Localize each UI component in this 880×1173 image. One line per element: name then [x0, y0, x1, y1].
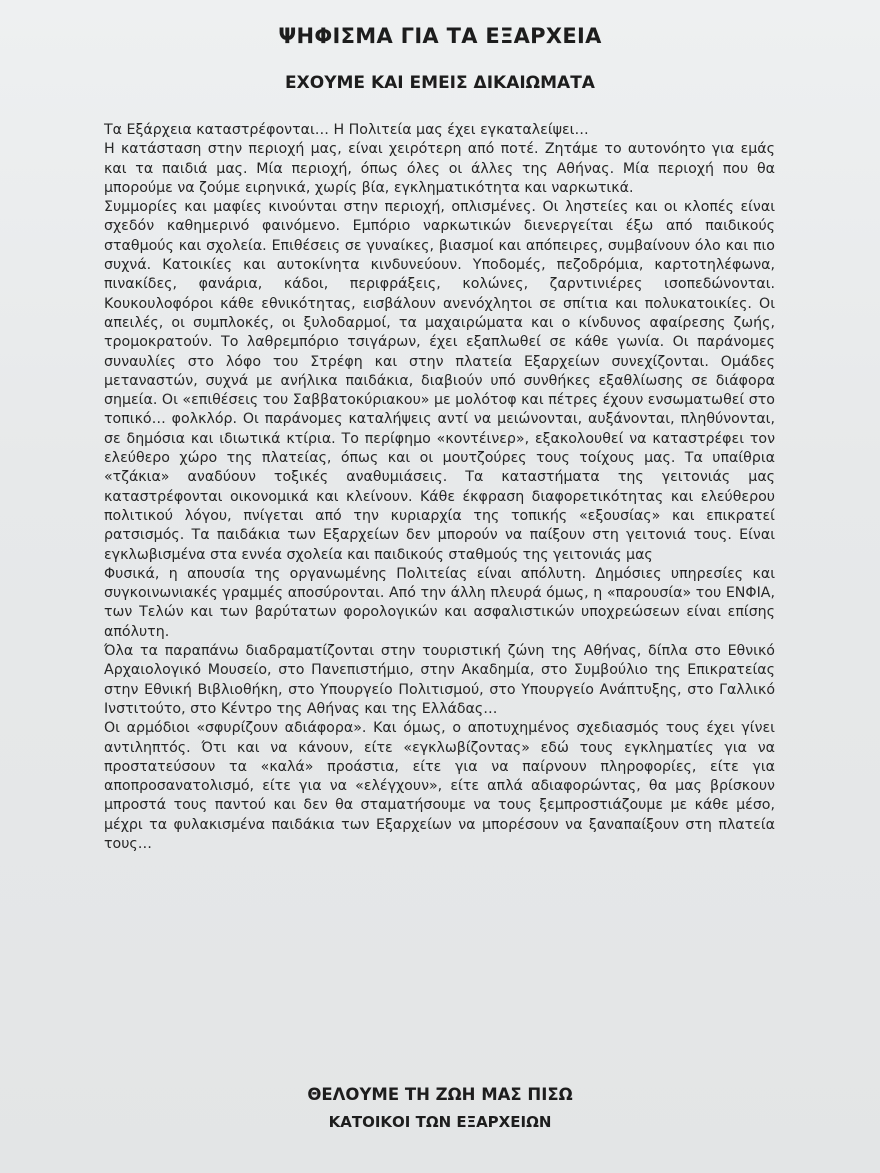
document-subtitle: ΕΧΟΥΜΕ ΚΑΙ ΕΜΕΙΣ ΔΙΚΑΙΩΜΑΤΑ	[285, 73, 595, 93]
paragraph-authorities: Οι αρμόδιοι «σφυρίζουν αδιάφορα». Και όμως, ο αποτυχημένος σχεδιασμός τους έχει γίνει αντιληπτός. Ότι και να κάνουν, είτε «εγκλωβίζοντας» εδώ τους εγκληματίες για να προστατεύσουν τα «καλά» προάστια, είτε για να παίρνουν πληροφορίες, είτε για αποπροσανατολισμό, είτε για να «ελέγχουν», είτε απλά αδιαφορώντας, θα μας βρίσκουν μπροστά τους παντού και δεν θα σταματήσουμε να τους ξεμπροστιάζουμε με κάθε μέσο, μέχρι τα φυλακισμένα παιδάκια των Εξαρχείων να μπορέσουν να ξαναπαίξουν στη πλατεία τους…	[104, 720, 775, 852]
paragraph-state-absence: Φυσικά, η απουσία της οργανωμένης Πολιτείας είναι απόλυτη. Δημόσιες υπηρεσίες και συγκοινωνιακές γραμμές αποσύρονται. Από την άλλη πλευρά όμως, η «παρουσία» του ΕΝΦΙΑ, των Τελών και των βαρύτατων φορολογικών και ασφαλιστικών υποχρεώσεων είναι επίσης απόλυτη.	[104, 565, 775, 640]
closing-slogan: ΘΕΛΟΥΜΕ ΤΗ ΖΩΗ ΜΑΣ ΠΙΣΩ	[307, 1085, 573, 1104]
paragraph-intro: Τα Εξάρχεια καταστρέφονται… Η Πολιτεία μας έχει εγκαταλείψει…	[104, 122, 589, 138]
signature: ΚΑΤΟΙΚΟΙ ΤΩΝ ΕΞΑΡΧΕΙΩΝ	[328, 1113, 552, 1131]
paragraph-location: Όλα τα παραπάνω διαδραματίζονται στην τουριστική ζώνη της Αθήνας, δίπλα στο Εθνικό Αρχαιολογικό Μουσείο, στο Πανεπιστήμιο, στην Ακαδημία, στο Συμβούλιο της Επικρατείας στην Εθνική Βιβλιοθήκη, στο Υπουργείο Πολιτισμού, στο Υπουργείο Ανάπτυξης, στο Γαλλικό Ινστιτούτο, στο Κέντρο της Αθήνας και της Ελλάδας…	[104, 643, 775, 717]
paragraph-crime: Συμμορίες και μαφίες κινούνται στην περιοχή, οπλισμένες. Οι ληστείες και οι κλοπές είναι σχεδόν καθημερινό φαινόμενο. Εμπόριο ναρκωτικών διενεργείται έξω από παιδικούς σταθμούς και σχολεία. Επιθέσεις σε γυναίκες, βιασμοί και απόπειρες, συμβαίνουν όλο και πιο συχνά. Κατοικίες και αυτοκίνητα κινδυνεύουν. Υποδομές, πεζοδρόμια, καρτοτηλέφωνα, πινακίδες, φανάρια, κάδοι, περιφράξεις, κολώνες, ζαρντινιέρες ισοπεδώνονται. Κουκουλοφόροι κάθε εθνικότητας, εισβάλουν ανενόχλητοι σε σπίτια και πολυκατοικίες. Οι απειλές, οι συμπλοκές, οι ξυλοδαρμοί, τα μαχαιρώματα και ο κίνδυνος αφαίρεσης ζωής, τρομοκρατούν. Το λαθρεμπόριο τσιγάρων, έχει εξαπλωθεί σε κάθε γωνία. Οι παράνομες συναυλίες στο λόφο του Στρέφη και στην πλατεία Εξαρχείων συνεχίζονται. Ομάδες μεταναστών, συχνά με ανήλικα παιδάκια, διαβιούν υπό συνθήκες εξαθλίωσης σε διάφορα σημεία. Οι «επιθέσεις του Σαββατοκύριακου» με μολότοφ και πέτρες έχουν ενσωματωθεί στο τοπικό… φολκλόρ. Οι παράνομες καταλήψεις αντί να μειώνονται, αυξάνονται, πληθύνονται, σε δημόσια και ιδιωτικά κτίρια. Το περίφημο «κοντέινερ», εξακολουθεί να καταστρέφει τον ελεύθερο χώρο της πλατείας, όπως και οι μουτζούρες τους τοίχους μας. Τα υπαίθρια «τζάκια» αναδύουν τοξικές αναθυμιάσεις. Τα καταστήματα της γειτονιάς μας καταστρέφονται οικονομικά και κλείνουν. Κάθε έκφραση διαφορετικότητας και ελεύθερου πολιτικού λόγου, πνίγεται από την κυριαρχία της τοπικής «εξουσίας» και επικρατεί ρατσισμός. Τα παιδάκια των Εξαρχείων δεν μπορούν να παίξουν στη γειτονιά τους. Είναι εγκλωβισμένα στα εννέα σχολεία και παιδικούς σταθμούς της γειτονιάς μας	[104, 199, 775, 563]
document-body	[104, 121, 775, 854]
document-title: ΨΗΦΙΣΜΑ ΓΙΑ ΤΑ ΕΞΑΡΧΕΙΑ	[278, 24, 602, 48]
paragraph-situation: Η κατάσταση στην περιοχή μας, είναι χειρότερη από ποτέ. Ζητάμε το αυτονόητο για εμάς και τα παιδιά μας. Μία περιοχή, όπως όλες οι άλλες της Αθήνας. Μία περιοχή που θα μπορούμε να ζούμε ειρηνικά, χωρίς βία, εγκληματικότητα και ναρκωτικά.	[104, 141, 775, 196]
